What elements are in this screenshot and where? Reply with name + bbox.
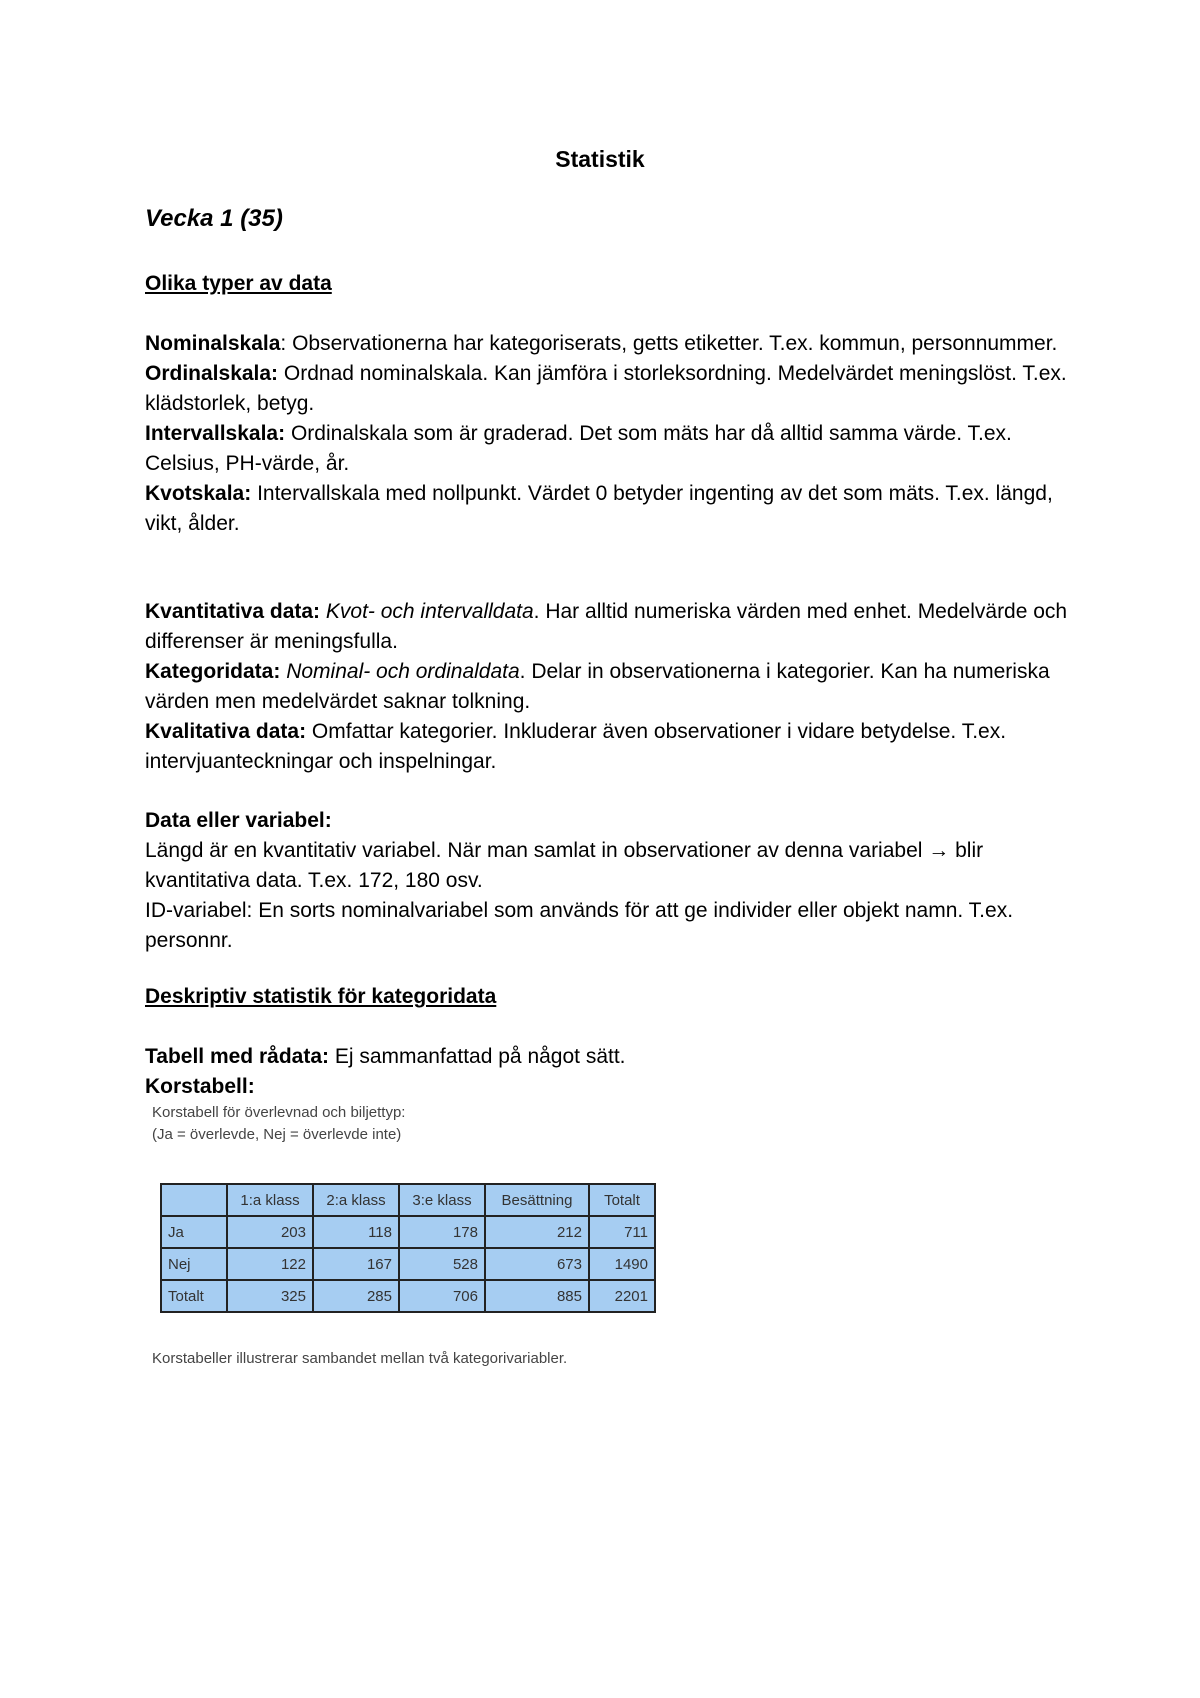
table-types-block bbox=[145, 1042, 1085, 1102]
definition-kvotskala: Kvotskala: Intervallskala med nollpunkt. Värdet 0 betyder ingenting av det som mäts. T.ex. längd, vikt, ålder. bbox=[145, 482, 1053, 535]
week-heading: Vecka 1 (35) bbox=[145, 205, 283, 232]
variable-example: Längd är en kvantitativ variabel. När man samlat in observationer av denna variabel → blir kvantitativa data. T.ex. 172, 180 osv. bbox=[145, 839, 984, 892]
table-row: Ja 203 118 178 212 711 bbox=[161, 1216, 655, 1248]
crosstab-figure-note: Korstabeller illustrerar sambandet mellan två kategorivariabler. bbox=[152, 1350, 568, 1367]
crosstab-label: Korstabell: bbox=[145, 1075, 255, 1098]
table-row: Nej 122 167 528 673 1490 bbox=[161, 1248, 655, 1280]
definition-ordinalskala: Ordinalskala: Ordnad nominalskala. Kan jämföra i storleksordning. Medelvärdet meningslöst. T.ex. klädstorlek, betyg. bbox=[145, 362, 1067, 415]
arrow-right-icon: → bbox=[928, 839, 950, 862]
document-title: Statistik bbox=[555, 146, 645, 172]
table-row: Totalt 325 285 706 885 2201 bbox=[161, 1280, 655, 1312]
definition-kategoridata: Kategoridata: Nominal- och ordinaldata. Delar in observationerna i kategorier. Kan ha numeriska värden men medelvärdet saknar tolkning. bbox=[145, 660, 1050, 713]
definition-kvalitativa: Kvalitativa data: Omfattar kategorier. Inkluderar även observationer i vidare betydelse. T.ex. intervjuanteckningar och inspelningar. bbox=[145, 720, 1007, 773]
crosstab-table bbox=[160, 1183, 656, 1313]
section-heading-data-types: Olika typer av data bbox=[145, 272, 332, 295]
definition-intervallskala: Intervallskala: Ordinalskala som är graderad. Det som mäts har då alltid samma värde. T.ex. Celsius, PH-värde, år. bbox=[145, 422, 1012, 475]
section-heading-descriptive: Deskriptiv statistik för kategoridata bbox=[145, 985, 497, 1008]
crosstab-figure-caption: Korstabell för överlevnad och biljettyp: (Ja = överlevde, Nej = överlevde inte) bbox=[152, 1104, 406, 1143]
definition-kvantitativa: Kvantitativa data: Kvot- och intervalldata. Har alltid numeriska värden med enhet. Medelvärde och differenser är meningsfulla. bbox=[145, 600, 1068, 653]
data-or-variable-heading: Data eller variabel: bbox=[145, 809, 332, 832]
data-kind-definitions bbox=[145, 597, 1085, 777]
id-variable-definition: ID-variabel: En sorts nominalvariabel som används för att ge individer eller objekt namn. T.ex. personnr. bbox=[145, 899, 1014, 952]
definition-nominalskala: Nominalskala: Observationerna har kategoriserats, getts etiketter. T.ex. kommun, personnummer. bbox=[145, 332, 1058, 355]
data-or-variable-block bbox=[145, 806, 1085, 956]
raw-table-definition: Tabell med rådata: Ej sammanfattad på något sätt. bbox=[145, 1045, 626, 1068]
scale-definitions bbox=[145, 329, 1085, 539]
table-header-row: 1:a klass 2:a klass 3:e klass Besättning Totalt bbox=[161, 1184, 655, 1216]
